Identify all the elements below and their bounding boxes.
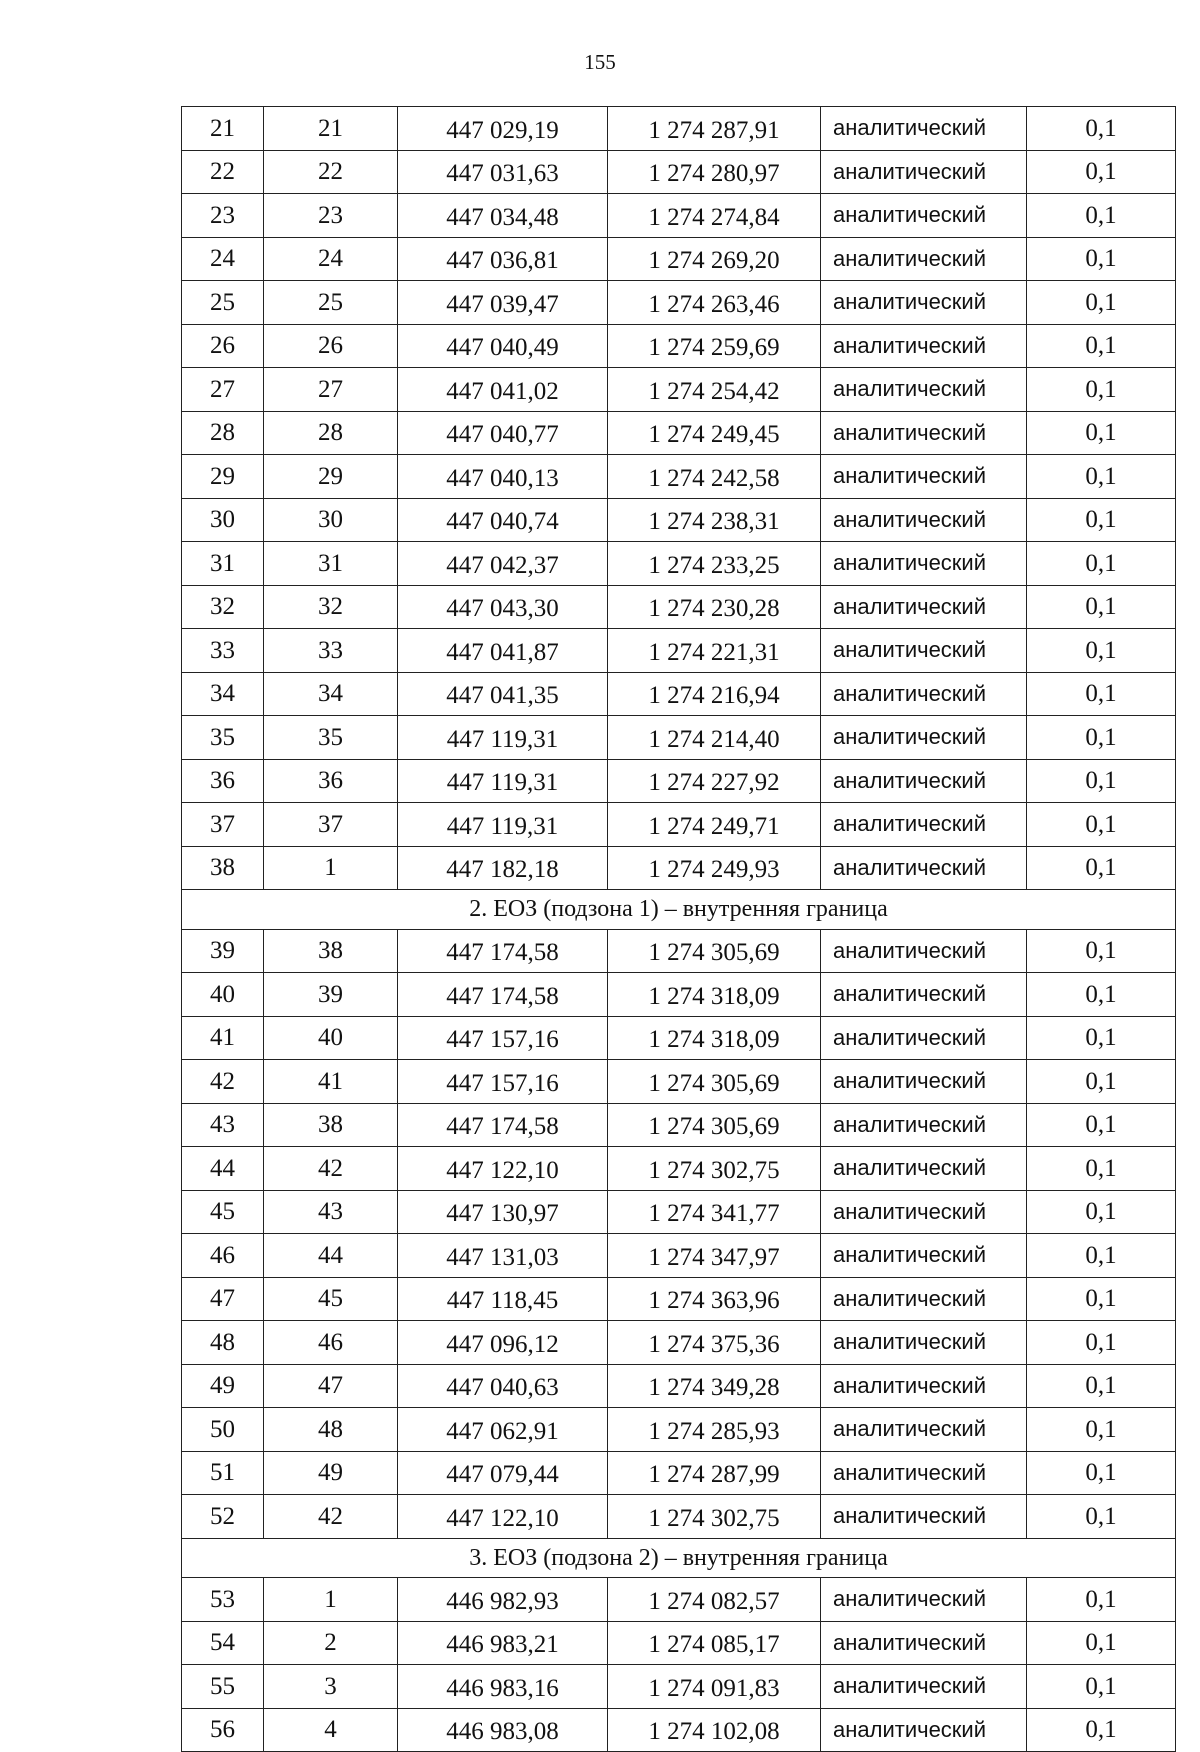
row-number-cell: 56 — [182, 1708, 264, 1752]
point-number-cell: 26 — [264, 324, 398, 368]
coord-y-cell: 1 274 216,94 — [608, 672, 821, 716]
coord-x-cell: 447 119,31 — [398, 803, 608, 847]
coord-y-cell: 1 274 302,75 — [608, 1495, 821, 1539]
method-cell: аналитический — [821, 1060, 1027, 1104]
table-row — [182, 1621, 1176, 1665]
coord-x-cell: 447 119,31 — [398, 716, 608, 760]
row-number-cell: 26 — [182, 324, 264, 368]
accuracy-cell: 0,1 — [1027, 929, 1176, 973]
coord-y-cell: 1 274 375,36 — [608, 1321, 821, 1365]
coord-x-cell: 447 122,10 — [398, 1147, 608, 1191]
method-cell: аналитический — [821, 368, 1027, 412]
coord-x-cell: 446 983,08 — [398, 1708, 608, 1752]
row-number-cell: 39 — [182, 929, 264, 973]
coord-x-cell: 447 079,44 — [398, 1451, 608, 1495]
coord-x-cell: 447 062,91 — [398, 1408, 608, 1452]
method-cell: аналитический — [821, 1451, 1027, 1495]
row-number-cell: 51 — [182, 1451, 264, 1495]
coord-x-cell: 447 039,47 — [398, 281, 608, 325]
row-number-cell: 45 — [182, 1190, 264, 1234]
point-number-cell: 35 — [264, 716, 398, 760]
method-cell: аналитический — [821, 585, 1027, 629]
point-number-cell: 30 — [264, 498, 398, 542]
coord-y-cell: 1 274 305,69 — [608, 1103, 821, 1147]
point-number-cell: 48 — [264, 1408, 398, 1452]
point-number-cell: 43 — [264, 1190, 398, 1234]
row-number-cell: 53 — [182, 1578, 264, 1622]
accuracy-cell: 0,1 — [1027, 629, 1176, 673]
table-row — [182, 542, 1176, 586]
table-row — [182, 1321, 1176, 1365]
coord-y-cell: 1 274 242,58 — [608, 455, 821, 499]
method-cell: аналитический — [821, 411, 1027, 455]
coord-x-cell: 447 034,48 — [398, 194, 608, 238]
coord-y-cell: 1 274 091,83 — [608, 1665, 821, 1709]
accuracy-cell: 0,1 — [1027, 585, 1176, 629]
accuracy-cell: 0,1 — [1027, 324, 1176, 368]
point-number-cell: 37 — [264, 803, 398, 847]
table-row — [182, 1578, 1176, 1622]
coord-y-cell: 1 274 085,17 — [608, 1621, 821, 1665]
accuracy-cell: 0,1 — [1027, 846, 1176, 890]
coord-x-cell: 447 130,97 — [398, 1190, 608, 1234]
section-heading-row — [182, 1538, 1176, 1578]
table-row — [182, 150, 1176, 194]
accuracy-cell: 0,1 — [1027, 194, 1176, 238]
accuracy-cell: 0,1 — [1027, 455, 1176, 499]
coord-x-cell: 447 040,74 — [398, 498, 608, 542]
row-number-cell: 28 — [182, 411, 264, 455]
table-row — [182, 1451, 1176, 1495]
table-row — [182, 585, 1176, 629]
coord-x-cell: 446 982,93 — [398, 1578, 608, 1622]
table-row — [182, 759, 1176, 803]
row-number-cell: 30 — [182, 498, 264, 542]
table-row — [182, 498, 1176, 542]
point-number-cell: 33 — [264, 629, 398, 673]
point-number-cell: 1 — [264, 846, 398, 890]
coord-y-cell: 1 274 259,69 — [608, 324, 821, 368]
accuracy-cell: 0,1 — [1027, 759, 1176, 803]
method-cell: аналитический — [821, 1495, 1027, 1539]
method-cell: аналитический — [821, 1665, 1027, 1709]
row-number-cell: 22 — [182, 150, 264, 194]
method-cell: аналитический — [821, 716, 1027, 760]
coord-y-cell: 1 274 249,45 — [608, 411, 821, 455]
coord-x-cell: 447 036,81 — [398, 237, 608, 281]
table-row — [182, 1190, 1176, 1234]
method-cell: аналитический — [821, 1408, 1027, 1452]
coord-x-cell: 447 029,19 — [398, 107, 608, 151]
table-row — [182, 1408, 1176, 1452]
accuracy-cell: 0,1 — [1027, 1708, 1176, 1752]
point-number-cell: 28 — [264, 411, 398, 455]
coord-y-cell: 1 274 363,96 — [608, 1277, 821, 1321]
coord-y-cell: 1 274 102,08 — [608, 1708, 821, 1752]
table-row — [182, 929, 1176, 973]
accuracy-cell: 0,1 — [1027, 1190, 1176, 1234]
method-cell: аналитический — [821, 1364, 1027, 1408]
accuracy-cell: 0,1 — [1027, 1578, 1176, 1622]
point-number-cell: 34 — [264, 672, 398, 716]
coord-x-cell: 447 122,10 — [398, 1495, 608, 1539]
method-cell: аналитический — [821, 281, 1027, 325]
method-cell: аналитический — [821, 846, 1027, 890]
method-cell: аналитический — [821, 194, 1027, 238]
accuracy-cell: 0,1 — [1027, 1621, 1176, 1665]
coord-y-cell: 1 274 318,09 — [608, 1016, 821, 1060]
table-row — [182, 1060, 1176, 1104]
method-cell: аналитический — [821, 107, 1027, 151]
method-cell: аналитический — [821, 929, 1027, 973]
point-number-cell: 39 — [264, 973, 398, 1017]
table-row — [182, 1016, 1176, 1060]
accuracy-cell: 0,1 — [1027, 542, 1176, 586]
section-heading-row — [182, 890, 1176, 930]
point-number-cell: 36 — [264, 759, 398, 803]
coord-y-cell: 1 274 305,69 — [608, 1060, 821, 1104]
coord-y-cell: 1 274 274,84 — [608, 194, 821, 238]
accuracy-cell: 0,1 — [1027, 1147, 1176, 1191]
row-number-cell: 32 — [182, 585, 264, 629]
point-number-cell: 32 — [264, 585, 398, 629]
accuracy-cell: 0,1 — [1027, 1016, 1176, 1060]
coord-x-cell: 447 040,13 — [398, 455, 608, 499]
method-cell: аналитический — [821, 1016, 1027, 1060]
method-cell: аналитический — [821, 1277, 1027, 1321]
accuracy-cell: 0,1 — [1027, 107, 1176, 151]
row-number-cell: 29 — [182, 455, 264, 499]
accuracy-cell: 0,1 — [1027, 150, 1176, 194]
point-number-cell: 44 — [264, 1234, 398, 1278]
accuracy-cell: 0,1 — [1027, 1103, 1176, 1147]
coord-x-cell: 447 182,18 — [398, 846, 608, 890]
coord-y-cell: 1 274 287,91 — [608, 107, 821, 151]
point-number-cell: 38 — [264, 1103, 398, 1147]
coord-x-cell: 447 041,87 — [398, 629, 608, 673]
row-number-cell: 24 — [182, 237, 264, 281]
row-number-cell: 27 — [182, 368, 264, 412]
method-cell: аналитический — [821, 324, 1027, 368]
point-number-cell: 27 — [264, 368, 398, 412]
row-number-cell: 33 — [182, 629, 264, 673]
row-number-cell: 46 — [182, 1234, 264, 1278]
table-row — [182, 1277, 1176, 1321]
coord-y-cell: 1 274 230,28 — [608, 585, 821, 629]
accuracy-cell: 0,1 — [1027, 716, 1176, 760]
table-row — [182, 455, 1176, 499]
row-number-cell: 50 — [182, 1408, 264, 1452]
coord-y-cell: 1 274 263,46 — [608, 281, 821, 325]
table-row — [182, 846, 1176, 890]
table-row — [182, 672, 1176, 716]
point-number-cell: 42 — [264, 1495, 398, 1539]
row-number-cell: 54 — [182, 1621, 264, 1665]
point-number-cell: 45 — [264, 1277, 398, 1321]
point-number-cell: 4 — [264, 1708, 398, 1752]
coord-x-cell: 447 174,58 — [398, 973, 608, 1017]
table-row — [182, 324, 1176, 368]
method-cell: аналитический — [821, 1234, 1027, 1278]
coordinates-table — [181, 106, 1176, 1752]
coord-y-cell: 1 274 269,20 — [608, 237, 821, 281]
table-row — [182, 716, 1176, 760]
point-number-cell: 40 — [264, 1016, 398, 1060]
row-number-cell: 43 — [182, 1103, 264, 1147]
coord-x-cell: 447 041,02 — [398, 368, 608, 412]
point-number-cell: 41 — [264, 1060, 398, 1104]
point-number-cell: 3 — [264, 1665, 398, 1709]
coord-x-cell: 447 174,58 — [398, 929, 608, 973]
table-row — [182, 1234, 1176, 1278]
method-cell: аналитический — [821, 759, 1027, 803]
section-title: 3. ЕОЗ (подзона 2) – внутренняя граница — [182, 1538, 1176, 1578]
row-number-cell: 37 — [182, 803, 264, 847]
point-number-cell: 29 — [264, 455, 398, 499]
coord-y-cell: 1 274 287,99 — [608, 1451, 821, 1495]
point-number-cell: 25 — [264, 281, 398, 325]
method-cell: аналитический — [821, 498, 1027, 542]
row-number-cell: 44 — [182, 1147, 264, 1191]
accuracy-cell: 0,1 — [1027, 237, 1176, 281]
coord-y-cell: 1 274 227,92 — [608, 759, 821, 803]
row-number-cell: 25 — [182, 281, 264, 325]
coord-x-cell: 447 031,63 — [398, 150, 608, 194]
accuracy-cell: 0,1 — [1027, 1234, 1176, 1278]
row-number-cell: 38 — [182, 846, 264, 890]
accuracy-cell: 0,1 — [1027, 672, 1176, 716]
section-title: 2. ЕОЗ (подзона 1) – внутренняя граница — [182, 890, 1176, 930]
coord-x-cell: 447 157,16 — [398, 1016, 608, 1060]
accuracy-cell: 0,1 — [1027, 1495, 1176, 1539]
coord-y-cell: 1 274 238,31 — [608, 498, 821, 542]
coord-x-cell: 447 043,30 — [398, 585, 608, 629]
coord-y-cell: 1 274 285,93 — [608, 1408, 821, 1452]
point-number-cell: 46 — [264, 1321, 398, 1365]
table-row — [182, 368, 1176, 412]
accuracy-cell: 0,1 — [1027, 973, 1176, 1017]
table-row — [182, 1495, 1176, 1539]
row-number-cell: 23 — [182, 194, 264, 238]
accuracy-cell: 0,1 — [1027, 1321, 1176, 1365]
table-row — [182, 194, 1176, 238]
coord-x-cell: 447 118,45 — [398, 1277, 608, 1321]
method-cell: аналитический — [821, 1578, 1027, 1622]
point-number-cell: 42 — [264, 1147, 398, 1191]
row-number-cell: 36 — [182, 759, 264, 803]
point-number-cell: 22 — [264, 150, 398, 194]
row-number-cell: 35 — [182, 716, 264, 760]
coord-y-cell: 1 274 221,31 — [608, 629, 821, 673]
table-row — [182, 803, 1176, 847]
row-number-cell: 48 — [182, 1321, 264, 1365]
row-number-cell: 21 — [182, 107, 264, 151]
coord-y-cell: 1 274 249,93 — [608, 846, 821, 890]
coord-x-cell: 447 157,16 — [398, 1060, 608, 1104]
accuracy-cell: 0,1 — [1027, 498, 1176, 542]
point-number-cell: 49 — [264, 1451, 398, 1495]
accuracy-cell: 0,1 — [1027, 368, 1176, 412]
row-number-cell: 34 — [182, 672, 264, 716]
coord-y-cell: 1 274 305,69 — [608, 929, 821, 973]
point-number-cell: 21 — [264, 107, 398, 151]
table-row — [182, 973, 1176, 1017]
table-row — [182, 1147, 1176, 1191]
coord-x-cell: 447 119,31 — [398, 759, 608, 803]
row-number-cell: 42 — [182, 1060, 264, 1104]
coord-x-cell: 447 040,63 — [398, 1364, 608, 1408]
coord-y-cell: 1 274 349,28 — [608, 1364, 821, 1408]
coord-y-cell: 1 274 233,25 — [608, 542, 821, 586]
row-number-cell: 47 — [182, 1277, 264, 1321]
coord-y-cell: 1 274 341,77 — [608, 1190, 821, 1234]
method-cell: аналитический — [821, 629, 1027, 673]
coord-x-cell: 447 131,03 — [398, 1234, 608, 1278]
method-cell: аналитический — [821, 1190, 1027, 1234]
table-row — [182, 1708, 1176, 1752]
point-number-cell: 23 — [264, 194, 398, 238]
accuracy-cell: 0,1 — [1027, 1665, 1176, 1709]
row-number-cell: 55 — [182, 1665, 264, 1709]
table-row — [182, 1665, 1176, 1709]
coord-x-cell: 447 042,37 — [398, 542, 608, 586]
method-cell: аналитический — [821, 1321, 1027, 1365]
table-row — [182, 1364, 1176, 1408]
row-number-cell: 31 — [182, 542, 264, 586]
accuracy-cell: 0,1 — [1027, 1060, 1176, 1104]
accuracy-cell: 0,1 — [1027, 1277, 1176, 1321]
method-cell: аналитический — [821, 455, 1027, 499]
method-cell: аналитический — [821, 672, 1027, 716]
table-row — [182, 1103, 1176, 1147]
method-cell: аналитический — [821, 1103, 1027, 1147]
accuracy-cell: 0,1 — [1027, 803, 1176, 847]
coord-y-cell: 1 274 280,97 — [608, 150, 821, 194]
accuracy-cell: 0,1 — [1027, 1364, 1176, 1408]
point-number-cell: 38 — [264, 929, 398, 973]
coord-y-cell: 1 274 249,71 — [608, 803, 821, 847]
method-cell: аналитический — [821, 1708, 1027, 1752]
coord-x-cell: 447 174,58 — [398, 1103, 608, 1147]
method-cell: аналитический — [821, 973, 1027, 1017]
page-number: 155 — [584, 50, 616, 74]
row-number-cell: 40 — [182, 973, 264, 1017]
method-cell: аналитический — [821, 1147, 1027, 1191]
method-cell: аналитический — [821, 1621, 1027, 1665]
accuracy-cell: 0,1 — [1027, 411, 1176, 455]
method-cell: аналитический — [821, 237, 1027, 281]
coord-x-cell: 446 983,16 — [398, 1665, 608, 1709]
coord-y-cell: 1 274 318,09 — [608, 973, 821, 1017]
coord-y-cell: 1 274 302,75 — [608, 1147, 821, 1191]
method-cell: аналитический — [821, 150, 1027, 194]
row-number-cell: 41 — [182, 1016, 264, 1060]
accuracy-cell: 0,1 — [1027, 281, 1176, 325]
point-number-cell: 1 — [264, 1578, 398, 1622]
coord-x-cell: 447 096,12 — [398, 1321, 608, 1365]
row-number-cell: 52 — [182, 1495, 264, 1539]
coord-y-cell: 1 274 214,40 — [608, 716, 821, 760]
coord-x-cell: 446 983,21 — [398, 1621, 608, 1665]
point-number-cell: 31 — [264, 542, 398, 586]
coord-x-cell: 447 041,35 — [398, 672, 608, 716]
table-row — [182, 107, 1176, 151]
point-number-cell: 24 — [264, 237, 398, 281]
accuracy-cell: 0,1 — [1027, 1451, 1176, 1495]
table-row — [182, 411, 1176, 455]
table-row — [182, 629, 1176, 673]
coord-y-cell: 1 274 347,97 — [608, 1234, 821, 1278]
coord-x-cell: 447 040,49 — [398, 324, 608, 368]
table-row — [182, 237, 1176, 281]
coord-x-cell: 447 040,77 — [398, 411, 608, 455]
table-row — [182, 281, 1176, 325]
point-number-cell: 2 — [264, 1621, 398, 1665]
row-number-cell: 49 — [182, 1364, 264, 1408]
coord-y-cell: 1 274 254,42 — [608, 368, 821, 412]
coord-y-cell: 1 274 082,57 — [608, 1578, 821, 1622]
method-cell: аналитический — [821, 542, 1027, 586]
accuracy-cell: 0,1 — [1027, 1408, 1176, 1452]
point-number-cell: 47 — [264, 1364, 398, 1408]
method-cell: аналитический — [821, 803, 1027, 847]
